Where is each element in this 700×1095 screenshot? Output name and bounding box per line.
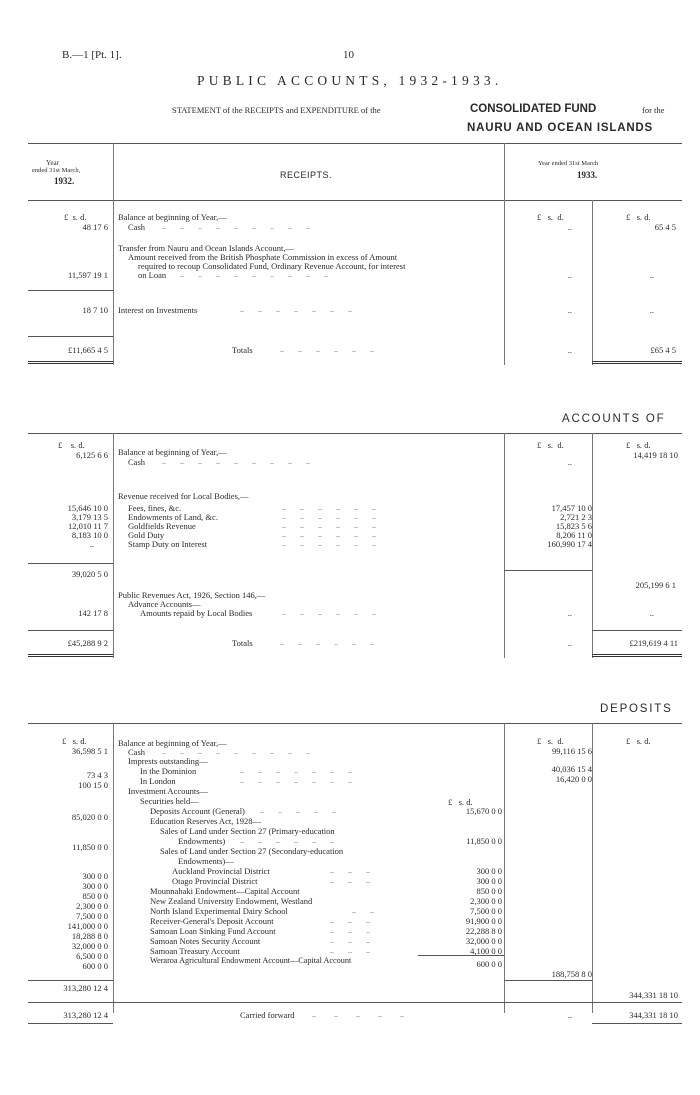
s1-cash-curr: 65 4 5 — [654, 222, 676, 232]
leader-dots: .. .. .. .. .. .. — [240, 836, 334, 845]
s1-total-rule — [592, 361, 682, 364]
currency-header: £ s. d. — [58, 440, 85, 450]
list-item-prev: 850 0 0 — [82, 891, 108, 901]
s1-transfer-curr: .. — [649, 270, 654, 280]
s3-carried-prev: 313,280 12 4 — [63, 1010, 108, 1020]
list-item-prev: 300 0 0 — [82, 871, 108, 881]
statement-prefix: STATEMENT of the RECEIPTS and EXPENDITURE of the — [172, 105, 381, 115]
list-item-prev: 15,646 10 0 — [67, 503, 108, 513]
s2-totals-label: Totals — [232, 638, 253, 648]
s1-col-rule — [504, 143, 505, 365]
s1-cash-mid: .. — [567, 222, 572, 232]
list-item-label: Samoan Treasury Account — [150, 946, 240, 956]
s3-inv-total-mid: 188,758 8 0 — [551, 969, 592, 979]
s1-top-rule — [28, 143, 682, 144]
s3-dominion-mid: 40,036 15 4 — [551, 764, 592, 774]
list-item-label: Gold Duty — [128, 530, 165, 540]
s3-sales-prim-prev: 11,850 0 0 — [72, 842, 108, 852]
s2-cash-label: Cash — [128, 457, 145, 467]
list-item-val: 91,900 0 0 — [465, 916, 502, 926]
s2-pra-label: Public Revenues Act, 1926, Section 146,— — [118, 590, 266, 600]
s2-row-rule — [504, 570, 592, 571]
list-item-label: Fees, fines, &c. — [128, 503, 182, 513]
s3-col-rule — [113, 723, 114, 1013]
list-item-prev: 32,000 0 0 — [71, 941, 108, 951]
list-item-label: Endowments of Land, &c. — [128, 512, 218, 522]
list-item-mid: 2,721 2 3 — [560, 512, 592, 522]
s2-row-rule — [28, 563, 113, 564]
s3-sec-label: Securities held— — [140, 796, 199, 806]
list-item-mid: 8,206 11 0 — [556, 530, 592, 540]
s3-bottom-rule — [28, 1023, 113, 1024]
list-item-prev: 12,010 11 7 — [67, 521, 108, 531]
statement-islands: NAURU AND OCEAN ISLANDS — [467, 122, 654, 134]
leader-dots: .. .. .. .. .. .. .. .. .. .. .. .. .. .. .. .. .. .. .. .. — [330, 866, 374, 955]
list-item-mid: 15,823 5 6 — [555, 521, 592, 531]
s2-cash-curr: 14,419 18 10 — [633, 450, 678, 460]
s3-sales-prim-val: 11,850 0 0 — [466, 836, 502, 846]
year-left-value: 1932. — [54, 176, 75, 186]
s2-col-rule — [113, 433, 114, 658]
s3-subtotal-curr: 344,331 18 10 — [629, 990, 678, 1000]
list-item-prev: 600 0 0 — [82, 961, 108, 971]
s2-total-rule — [592, 654, 682, 657]
currency-header: £ s. d. — [537, 736, 564, 746]
list-item-val: 32,000 0 0 — [465, 936, 502, 946]
page-reference: B.—1 [Pt. 1]. — [62, 49, 122, 61]
s1-interest-mid: .. — [567, 305, 572, 315]
year-right-label: Year ended 31st March — [538, 160, 599, 167]
s2-total-prev: £45,288 9 2 — [67, 638, 108, 648]
s3-row-rule — [28, 980, 113, 981]
receipts-heading: RECEIPTS. — [280, 170, 333, 180]
s1-interest-label: Interest on Investments — [118, 305, 198, 315]
currency-header: £ s. d. — [64, 212, 87, 222]
s1-transfer-label: required to recoup Consolidated Fund, Ordinary Revenue Account, for interest — [138, 261, 406, 271]
s1-total-rule — [28, 361, 113, 364]
s3-carried-curr: 344,331 18 10 — [629, 1010, 678, 1020]
currency-header: £ s. d. — [626, 736, 651, 746]
s2-total-mid: .. — [567, 638, 572, 648]
statement-fund: CONSOLIDATED FUND — [470, 103, 597, 115]
s1-transfer-prev: 11,597 19 1 — [67, 270, 108, 280]
s2-col-rule — [504, 433, 505, 658]
s1-interest-curr: .. — [649, 305, 654, 315]
s1-transfer-label: Transfer from Nauru and Ocean Islands Account,— — [118, 243, 295, 253]
list-item-label: Auckland Provincial District — [172, 866, 270, 876]
s1-interest-prev: 18 7 10 — [82, 305, 108, 315]
s3-cash-mid: 99,116 15 6 — [551, 746, 592, 756]
s3-row-rule — [28, 1002, 682, 1003]
s3-dep-general-prev: 85,020 0 0 — [71, 812, 108, 822]
page-number: 10 — [343, 49, 354, 61]
currency-header: £ s. d. — [626, 440, 651, 450]
list-item-mid: 17,457 10 0 — [551, 503, 592, 513]
currency-header: £ s. d. — [537, 212, 564, 222]
s1-total-prev: £11,665 4 5 — [67, 345, 108, 355]
s1-totals-label: Totals — [232, 345, 253, 355]
s3-dep-general-val: 15,670 0 0 — [465, 806, 502, 816]
s1-transfer-label: on Loan — [138, 270, 167, 280]
list-item-val: 22,288 8 0 — [465, 926, 502, 936]
s3-balance-label: Balance at beginning of Year,— — [118, 738, 227, 748]
s2-row-rule — [28, 630, 113, 631]
currency-header: £ s. d. — [626, 212, 651, 222]
s1-total-mid: .. — [567, 345, 572, 355]
list-item-prev: 18,288 8 0 — [71, 931, 108, 941]
s2-total-rule — [28, 654, 113, 657]
s2-pra-label: Advance Accounts— — [128, 599, 201, 609]
year-left-label: Year — [46, 159, 59, 167]
list-item-label: Weraroa Agricultural Endowment Account—Capital Account — [150, 956, 352, 965]
s3-cash-prev: 36,598 5 1 — [71, 746, 108, 756]
s3-sales-sec-label: Sales of Land under Section 27 (Secondary-education — [160, 846, 344, 856]
currency-header: £ s. d. — [448, 797, 473, 807]
s3-london-mid: 16,420 0 0 — [555, 774, 592, 784]
leader-dots: .. .. .. .. .. — [260, 806, 336, 815]
list-item-prev: 2,300 0 0 — [76, 901, 108, 911]
s1-transfer-mid: .. — [567, 270, 572, 280]
leader-dots: .. .. .. .. .. .. .. .. .. — [162, 457, 310, 466]
currency-header: £ s. d. — [537, 440, 564, 450]
list-item-label: Samoan Notes Security Account — [150, 936, 261, 946]
s3-inv-label: Investment Accounts— — [128, 786, 209, 796]
s2-cash-prev: 6,125 6 6 — [76, 450, 108, 460]
s3-cash-label: Cash — [128, 747, 145, 757]
s1-cash-label: Cash — [128, 222, 145, 232]
s1-row-rule — [28, 290, 113, 291]
s3-london-prev: 100 15 0 — [78, 780, 108, 790]
s1-balance-label: Balance at beginning of Year,— — [118, 212, 227, 222]
s3-sales-sec-label: Endowments)— — [178, 856, 234, 866]
s3-heading: DEPOSITS — [600, 703, 673, 715]
s3-imprests-label: Imprests outstanding— — [128, 756, 208, 766]
list-item-prev: 7,500 0 0 — [76, 911, 108, 921]
s1-transfer-label: Amount received from the British Phosphate Commission in excess of Amount — [128, 252, 398, 262]
s3-top-rule — [28, 723, 682, 724]
s3-sales-prim-label: Endowments) — [178, 836, 226, 846]
leader-dots: .. .. .. .. .. .. — [280, 638, 374, 647]
s2-total-curr: £219,619 4 11 — [629, 638, 678, 648]
s1-total-curr: £65 4 5 — [650, 345, 676, 355]
s1-col-rule — [113, 143, 114, 365]
leader-dots: .. .. .. .. .. .. .. .. .. — [162, 222, 310, 231]
s2-balance-label: Balance at beginning of Year,— — [118, 447, 227, 457]
s1-row-rule — [28, 336, 113, 337]
s3-bottom-rule — [592, 1023, 682, 1024]
s2-pra-prev: 142 17 8 — [78, 608, 108, 618]
list-item-label: Stamp Duty on Interest — [128, 539, 208, 549]
leader-dots: .. .. .. .. .. .. — [280, 345, 374, 354]
list-item-prev: 6,500 0 0 — [76, 951, 108, 961]
leader-dots: .. .. .. .. .. .. .. .. .. .. .. .. .. .. .. .. .. .. .. .. .. .. .. .. .. .. .. .. .. .. — [282, 503, 376, 548]
s3-carried-mid: .. — [567, 1010, 572, 1020]
s3-dominion-prev: 73 4 3 — [86, 770, 108, 780]
s2-top-rule — [28, 433, 682, 434]
currency-header: £ s. d. — [62, 736, 87, 746]
list-item-prev: 3,179 13 5 — [71, 512, 108, 522]
list-item-prev: 141,000 0 0 — [67, 921, 108, 931]
s1-cash-prev: 48 17 6 — [82, 222, 108, 232]
list-item-label: Otago Provincial District — [172, 876, 258, 886]
s2-pra-mid: .. — [567, 608, 572, 618]
list-item-val: 300 0 0 — [476, 876, 502, 886]
s1-header-rule — [28, 200, 682, 201]
s3-dominion-label: In the Dominion — [140, 766, 197, 776]
s3-sales-prim-label: Sales of Land under Section 27 (Primary-education — [160, 826, 335, 836]
page-title: PUBLIC ACCOUNTS, 1932-1933. — [197, 73, 503, 88]
list-item-label: Mounnahaki Endowment—Capital Account — [150, 886, 300, 896]
s2-heading: ACCOUNTS OF — [562, 413, 666, 425]
s2-row-rule — [592, 630, 682, 631]
s3-col-rule — [504, 723, 505, 1013]
s2-cash-mid: .. — [567, 457, 572, 467]
s2-revenue-total-prev: 39,020 5 0 — [71, 569, 108, 579]
s3-edu-label: Education Reserves Act, 1928— — [150, 816, 261, 826]
list-item-label: North Island Experimental Dairy School — [150, 906, 288, 916]
list-item-val: 300 0 0 — [476, 866, 502, 876]
leader-dots: .. .. .. .. .. — [312, 1010, 404, 1019]
s2-col-rule — [592, 433, 593, 658]
list-item-prev: 8,183 10 0 — [71, 530, 108, 540]
s3-row-rule — [504, 980, 592, 981]
s3-col-rule — [592, 723, 593, 1013]
s2-pra-curr: .. — [649, 608, 654, 618]
list-item-val: 7,500 0 0 — [470, 906, 502, 916]
leader-dots: .. .. .. .. .. .. .. .. .. .. .. .. .. .. — [240, 766, 352, 785]
leader-dots: .. .. .. .. .. .. .. .. .. — [162, 747, 310, 756]
list-item-label: Goldfields Revenue — [128, 521, 196, 531]
list-item-val: 2,300 0 0 — [470, 896, 502, 906]
s1-col-rule — [592, 200, 593, 365]
leader-dots: .. .. .. .. .. .. .. .. .. — [180, 270, 328, 279]
s2-revenue-total-curr: 205,199 6 1 — [635, 580, 676, 590]
statement-for: for the — [642, 105, 665, 115]
leader-dots: .. .. .. .. .. .. — [282, 608, 376, 617]
s2-pra-label: Amounts repaid by Local Bodies — [140, 608, 253, 618]
year-left-label: ended 31st March, — [32, 167, 81, 174]
s2-revenue-label: Revenue received for Local Bodies,— — [118, 491, 249, 501]
list-item-val: 4,100 0 0 — [470, 946, 502, 956]
s3-dep-general-label: Deposits Account (General) — [150, 806, 245, 816]
year-right-value: 1933. — [577, 170, 598, 180]
leader-dots: .. .. .. .. .. .. .. — [240, 305, 352, 314]
list-item-label: New Zealand University Endowment, Westland — [150, 896, 313, 906]
s3-london-label: In London — [140, 776, 176, 786]
list-item-label: Samoan Loan Sinking Fund Account — [150, 926, 276, 936]
list-item-val: 850 0 0 — [476, 886, 502, 896]
list-item-prev: 300 0 0 — [82, 881, 108, 891]
list-item-val: 600 0 0 — [476, 959, 502, 969]
list-item-label: Receiver-General's Deposit Account — [150, 916, 274, 926]
list-item-mid: 160,990 17 4 — [547, 539, 592, 549]
list-item-prev: .. — [89, 539, 94, 549]
s3-carried-label: Carried forward — [240, 1010, 295, 1020]
s3-subtotal-prev: 313,280 12 4 — [63, 983, 108, 993]
